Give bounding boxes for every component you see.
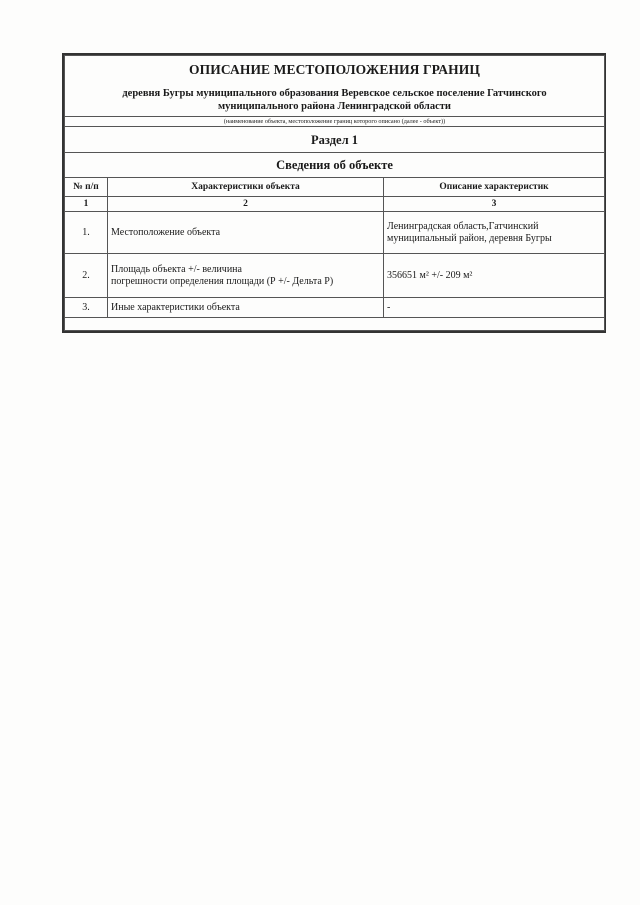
section-title: Раздел 1 [65,127,605,153]
column-number-row [65,197,605,212]
row-characteristic [108,212,384,254]
characteristic-line: Иные характеристики объекта [111,301,240,313]
document-sheet [62,53,606,333]
description-line: муниципальный район, деревня Бугры [387,232,552,244]
blank-footer-row [65,318,605,331]
table-row [65,298,605,318]
row-number: 2. [65,254,108,298]
table-row [65,254,605,298]
subtitle-line-1: деревня Бугры муниципального образования Веревское сельское поселение Гатчинского [122,88,547,99]
column-number-1: 1 [65,197,108,212]
caption-row [65,117,605,127]
characteristic-line: погрешности определения площади (Р +/- Дельта Р) [111,275,334,287]
header-characteristics: Характеристики объекта [108,178,384,197]
description-line: 356651 м² +/- 209 м² [387,269,473,281]
title-cell [65,56,605,117]
blank-footer-cell [65,318,605,331]
column-number-2: 2 [108,197,384,212]
description-line: - [387,301,391,313]
characteristic-line: Местоположение объекта [111,226,221,238]
row-description [384,254,605,298]
boundary-description-table [64,55,605,331]
object-caption: (наименование объекта, местоположение границ которого описано (далее - объект)) [65,117,605,127]
row-description [384,212,605,254]
row-number: 1. [65,212,108,254]
section-row [65,127,605,153]
characteristic-line: Площадь объекта +/- величина [111,263,242,275]
row-description [384,298,605,318]
header-number: № п/п [65,178,108,197]
row-characteristic [108,298,384,318]
header-description: Описание характеристик [384,178,605,197]
info-heading: Сведения об объекте [65,153,605,178]
table-row [65,212,605,254]
column-number-3: 3 [384,197,605,212]
document-title: ОПИСАНИЕ МЕСТОПОЛОЖЕНИЯ ГРАНИЦ [189,62,480,77]
table-header-row [65,178,605,197]
row-characteristic [108,254,384,298]
row-number: 3. [65,298,108,318]
subtitle-line-2: муниципального района Ленинградской области [218,101,451,112]
title-row [65,56,605,117]
document-subtitle [68,87,601,113]
info-heading-row [65,153,605,178]
description-line: Ленинградская область,Гатчинский [387,220,539,232]
